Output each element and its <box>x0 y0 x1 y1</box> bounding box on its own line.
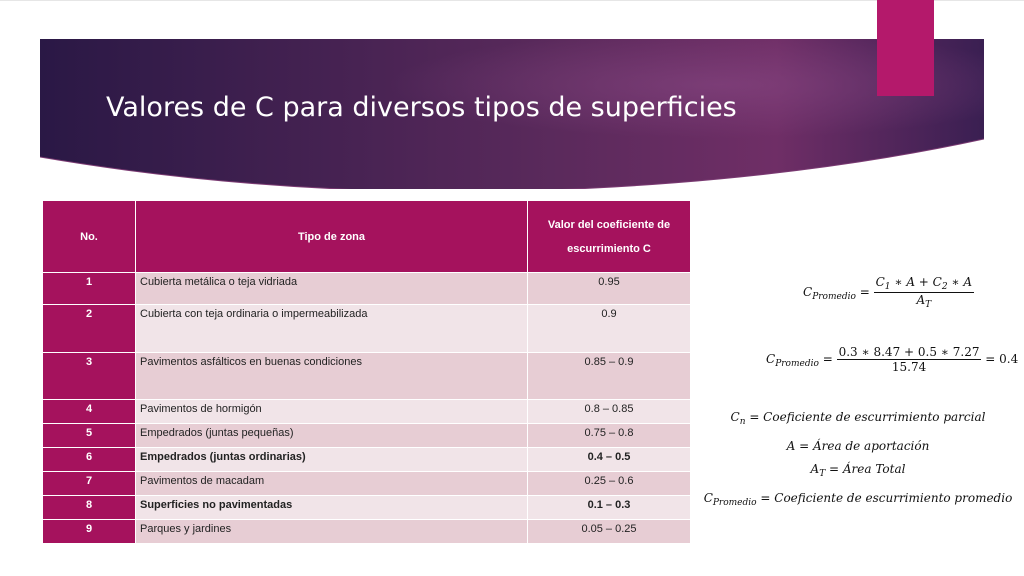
row-value: 0.05 – 0.25 <box>528 520 691 544</box>
row-num: 7 <box>43 472 136 496</box>
definition-cpromedio: $C_{Promedio}$ = Coeficiente de escurrimiento promedio <box>703 490 1013 508</box>
row-value: 0.25 – 0.6 <box>528 472 691 496</box>
table-header-row <box>43 201 691 273</box>
formula-general <box>803 275 974 310</box>
example-result: = 0.4 <box>985 352 1019 366</box>
formula-example <box>766 345 1018 374</box>
formula-lhs: C <box>803 285 813 299</box>
row-zone: Pavimentos de hormigón <box>136 400 528 424</box>
row-value: 0.9 <box>528 305 691 353</box>
formula-definitions <box>700 406 1016 515</box>
row-zone: Cubierta con teja ordinaria o impermeabilizada <box>136 305 528 353</box>
row-num: 6 <box>43 448 136 472</box>
example-lhs: C <box>766 352 776 366</box>
example-denominator: 15.74 <box>891 360 927 374</box>
row-zone: Parques y jardines <box>136 520 528 544</box>
definition-a: A = Área de aportación <box>786 438 930 453</box>
example-numerator: 0.3 ∗ 8.47 + 0.5 ∗ 7.27 <box>838 345 980 359</box>
header-zone: Tipo de zona <box>136 201 528 273</box>
formula-fraction <box>874 275 974 310</box>
row-num: 2 <box>43 305 136 353</box>
slide-title: Valores de C para diversos tipos de superficies <box>106 92 737 123</box>
row-num: 1 <box>43 273 136 305</box>
row-zone: Pavimentos asfálticos en buenas condiciones <box>136 353 528 400</box>
formula-equals: = <box>859 285 870 299</box>
formula-numerator: $C_1$ ∗ $A + C_2$ ∗ A <box>875 275 973 292</box>
formula-lhs-sub: Promedio <box>812 292 856 302</box>
row-zone: Cubierta metálica o teja vidriada <box>136 273 528 305</box>
row-zone: Empedrados (juntas pequeñas) <box>136 424 528 448</box>
row-value: 0.1 – 0.3 <box>528 496 691 520</box>
table-row <box>43 353 691 400</box>
row-value: 0.95 <box>528 273 691 305</box>
row-value: 0.4 – 0.5 <box>528 448 691 472</box>
row-zone: Pavimentos de macadam <box>136 472 528 496</box>
table-row <box>43 424 691 448</box>
row-num: 8 <box>43 496 136 520</box>
definition-cn: $C_n$ = Coeficiente de escurrimiento parcial <box>730 410 986 427</box>
example-lhs-sub: Promedio <box>775 359 819 369</box>
table-row <box>43 305 691 353</box>
row-num: 5 <box>43 424 136 448</box>
row-value: 0.85 – 0.9 <box>528 353 691 400</box>
table-row <box>43 520 691 544</box>
row-num: 4 <box>43 400 136 424</box>
row-value: 0.75 – 0.8 <box>528 424 691 448</box>
accent-tab <box>877 0 934 96</box>
runoff-coefficient-table <box>42 200 691 544</box>
table-row <box>43 472 691 496</box>
formula-denominator: $A_T$ <box>916 293 932 310</box>
definition-at: $A_T$ = Área Total <box>810 462 906 479</box>
header-num: No. <box>43 201 136 273</box>
table-row <box>43 448 691 472</box>
row-zone: Superficies no pavimentadas <box>136 496 528 520</box>
example-fraction <box>837 345 982 374</box>
row-num: 9 <box>43 520 136 544</box>
row-zone: Empedrados (juntas ordinarias) <box>136 448 528 472</box>
table-row <box>43 273 691 305</box>
table-row <box>43 400 691 424</box>
example-equals: = <box>822 352 833 366</box>
header-value: Valor del coeficiente de escurrimiento C <box>528 201 691 273</box>
top-rule <box>0 0 1024 1</box>
row-value: 0.8 – 0.85 <box>528 400 691 424</box>
row-num: 3 <box>43 353 136 400</box>
table-row <box>43 496 691 520</box>
